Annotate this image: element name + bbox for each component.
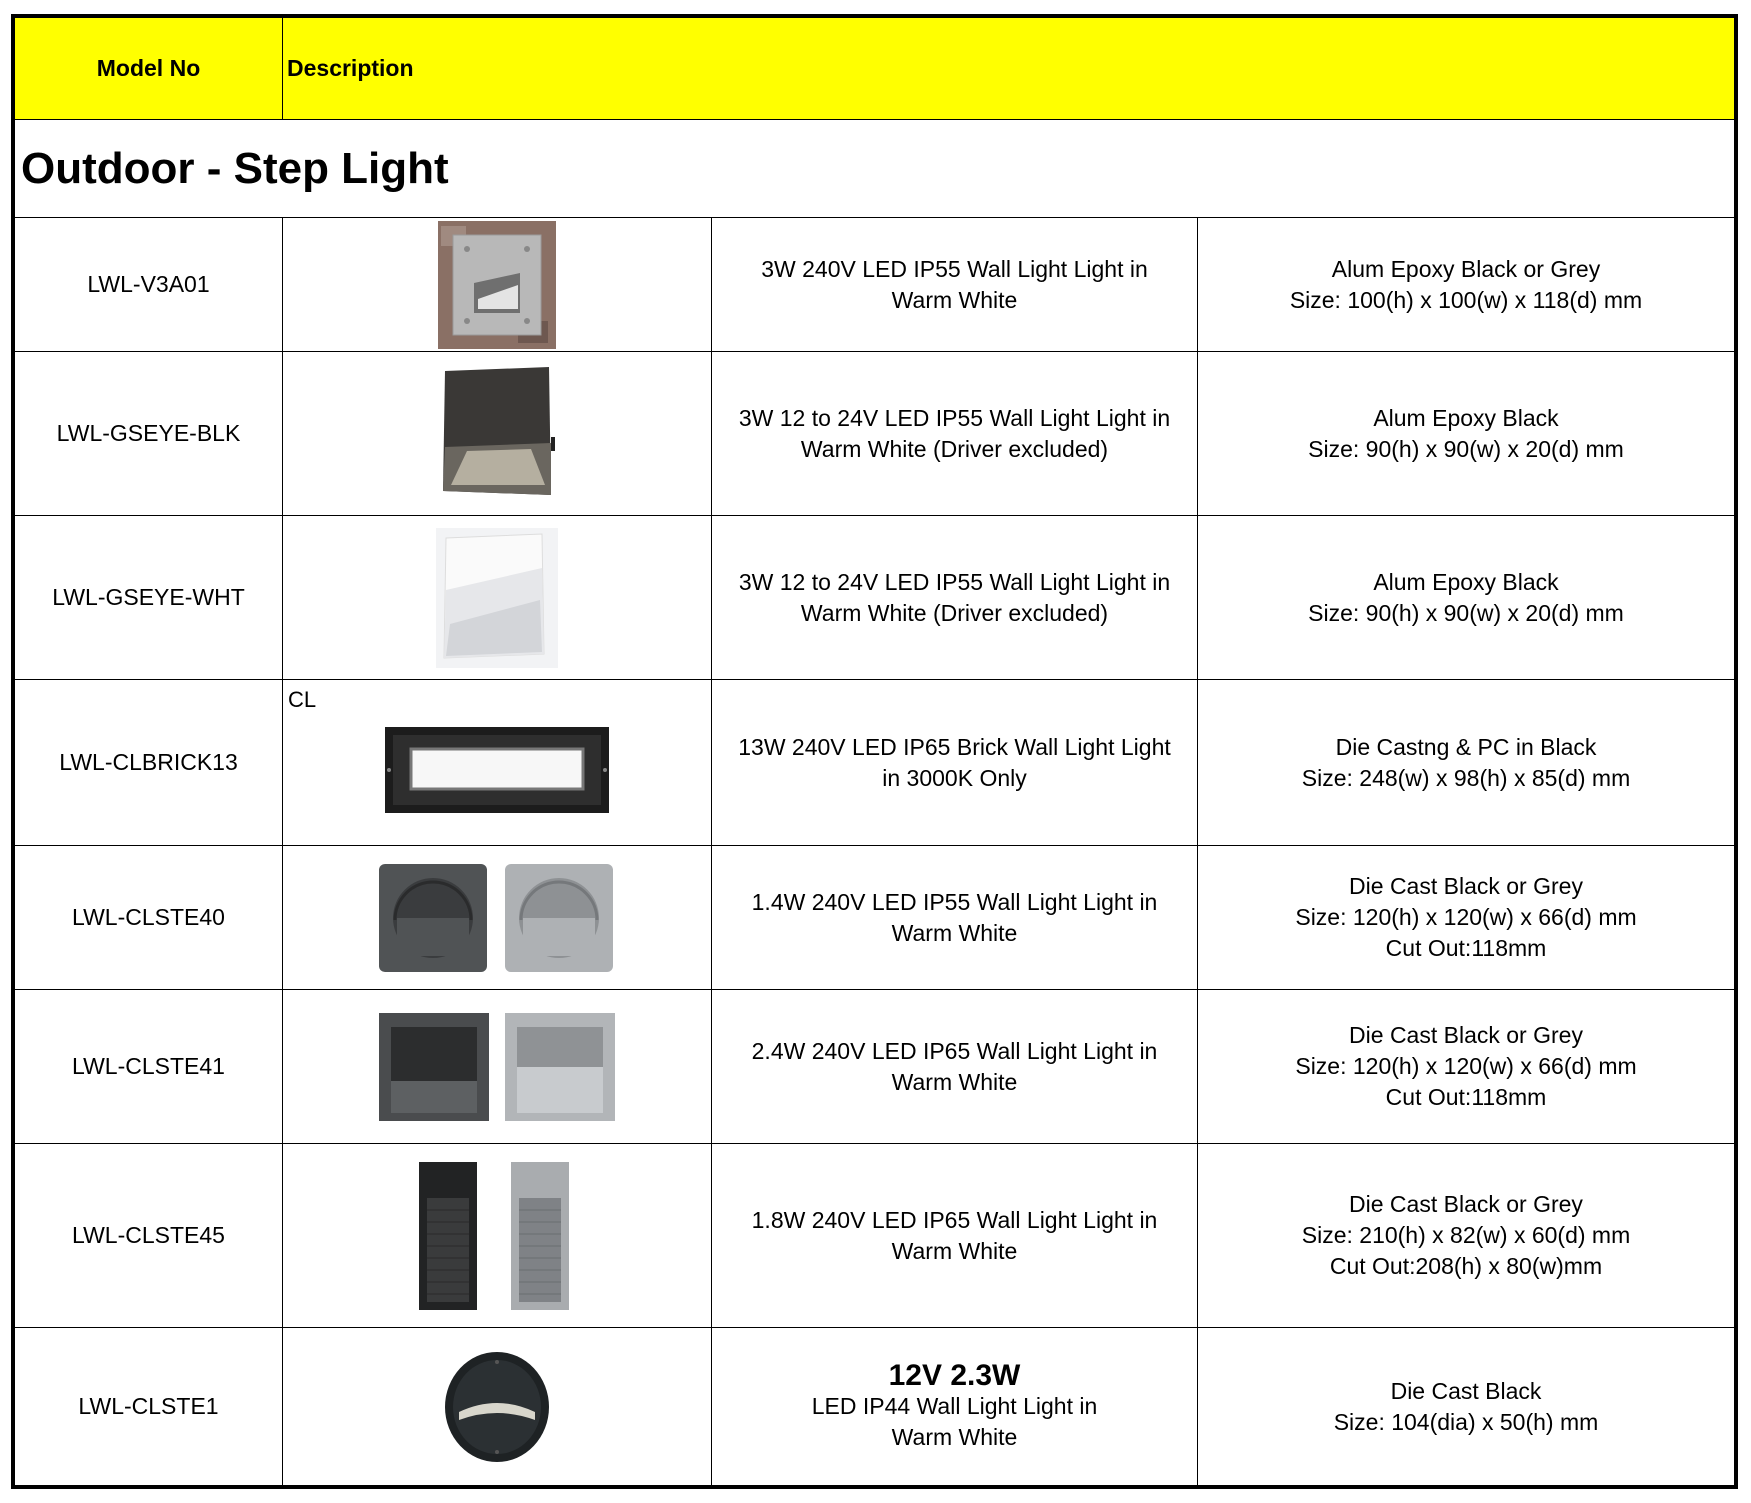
- description-line: 1.8W 240V LED IP65 Wall Light Light in: [751, 1206, 1158, 1233]
- model-cell: LWL-V3A01: [15, 218, 283, 351]
- description-line: in 3000K Only: [882, 764, 1027, 791]
- table-row: [15, 1144, 1734, 1328]
- product-image-cell: [283, 1328, 712, 1485]
- product-image-cell: [283, 516, 712, 679]
- spec-cell: [1198, 680, 1734, 845]
- spec-cell: [1198, 846, 1734, 989]
- spec-line: Die Cast Black: [1390, 1377, 1542, 1404]
- spec-line: Alum Epoxy Black: [1373, 404, 1559, 431]
- description-cell: [712, 1328, 1198, 1485]
- description-line: 3W 240V LED IP55 Wall Light Light in: [761, 255, 1148, 282]
- description-cell: [712, 846, 1198, 989]
- product-image-cell: [283, 218, 712, 351]
- description-cell: [712, 516, 1198, 679]
- description-line: Warm White: [891, 1424, 1018, 1450]
- description-line: Warm White (Driver excluded): [800, 599, 1109, 626]
- description-line: [812, 1360, 1098, 1422]
- spec-line: Alum Epoxy Black or Grey: [1331, 255, 1601, 282]
- brand-tag: CL: [288, 687, 317, 712]
- model-cell: LWL-CLSTE41: [15, 990, 283, 1143]
- product-image-cell: [283, 990, 712, 1143]
- spec-cell: [1198, 1144, 1734, 1327]
- description-line: 13W 240V LED IP65 Brick Wall Light Light: [738, 733, 1171, 760]
- model-cell: LWL-GSEYE-BLK: [15, 352, 283, 515]
- spec-line: Size: 90(h) x 90(w) x 20(d) mm: [1308, 599, 1624, 626]
- spec-line: Size: 120(h) x 120(w) x 66(d) mm: [1295, 1053, 1637, 1079]
- model-cell: LWL-CLBRICK13: [15, 680, 283, 845]
- description-line: 3W 12 to 24V LED IP55 Wall Light Light in: [738, 404, 1171, 431]
- section-title: Outdoor - Step Light: [15, 120, 1734, 218]
- description-line: Warm White: [891, 919, 1018, 946]
- spec-line: Size: 120(h) x 120(w) x 66(d) mm: [1295, 904, 1637, 930]
- table-row: [15, 516, 1734, 680]
- description-line: 2.4W 240V LED IP65 Wall Light Light in: [751, 1037, 1158, 1064]
- description-cell: [712, 1144, 1198, 1327]
- description-line: Warm White: [891, 1068, 1018, 1095]
- spec-cell: [1198, 1328, 1734, 1485]
- product-table: [11, 14, 1738, 1489]
- description-cell: [712, 352, 1198, 515]
- table-row: [15, 680, 1734, 846]
- table-row: [15, 352, 1734, 516]
- description-line: 1.4W 240V LED IP55 Wall Light Light in: [751, 888, 1158, 915]
- model-cell: LWL-CLSTE45: [15, 1144, 283, 1327]
- product-image-cell: [283, 846, 712, 989]
- table-row: [15, 218, 1734, 352]
- spec-line: Size: 104(dia) x 50(h) mm: [1333, 1408, 1599, 1435]
- spec-line: Cut Out:118mm: [1385, 1084, 1547, 1110]
- spec-line: Die Cast Black or Grey: [1349, 1191, 1583, 1217]
- model-cell: LWL-CLSTE40: [15, 846, 283, 989]
- description-line: Warm White: [891, 1237, 1018, 1264]
- spec-cell: [1198, 218, 1734, 351]
- description-bold: 12V 2.3W: [888, 1359, 1021, 1392]
- table-header: [15, 18, 1734, 120]
- description-line: Warm White: [891, 286, 1018, 313]
- description-text: LED IP44 Wall Light Light in: [811, 1393, 1098, 1419]
- table-row: [15, 1328, 1734, 1485]
- model-cell: LWL-GSEYE-WHT: [15, 516, 283, 679]
- description-line: Warm White (Driver excluded): [800, 435, 1109, 462]
- spec-cell: [1198, 990, 1734, 1143]
- description-cell: [712, 218, 1198, 351]
- header-description: Description: [287, 55, 414, 81]
- spec-line: Cut Out:208(h) x 80(w)mm: [1329, 1253, 1603, 1279]
- step-light-white-image: [436, 528, 558, 668]
- description-line: 3W 12 to 24V LED IP55 Wall Light Light in: [738, 568, 1171, 595]
- step-light-rectangular-pair-image: [417, 1160, 577, 1312]
- step-light-stone-image: [438, 221, 556, 349]
- spec-cell: [1198, 516, 1734, 679]
- spec-line: Size: 100(h) x 100(w) x 118(d) mm: [1289, 286, 1643, 313]
- spec-line: Die Castng & PC in Black: [1335, 733, 1597, 760]
- table-row: [15, 990, 1734, 1144]
- spec-line: Size: 248(w) x 98(h) x 85(d) mm: [1301, 764, 1631, 791]
- description-cell: [712, 680, 1198, 845]
- step-light-round-image: [443, 1350, 551, 1464]
- spec-line: Die Cast Black or Grey: [1349, 873, 1583, 899]
- spec-line: Die Cast Black or Grey: [1349, 1022, 1583, 1048]
- spec-line: Alum Epoxy Black: [1373, 568, 1559, 595]
- step-light-black-image: [437, 367, 557, 501]
- spec-line: Size: 90(h) x 90(w) x 20(d) mm: [1308, 435, 1624, 462]
- description-cell: [712, 990, 1198, 1143]
- spec-cell: [1198, 352, 1734, 515]
- table-row: [15, 846, 1734, 990]
- step-light-round-pair-image: [377, 862, 617, 974]
- product-image-cell: [283, 680, 712, 845]
- spec-line: Size: 210(h) x 82(w) x 60(d) mm: [1301, 1222, 1631, 1248]
- product-image-cell: [283, 352, 712, 515]
- model-cell: LWL-CLSTE1: [15, 1328, 283, 1485]
- header-model-no: Model No: [15, 18, 283, 119]
- spec-line: Cut Out:118mm: [1385, 935, 1547, 961]
- product-image-cell: [283, 1144, 712, 1327]
- step-light-square-pair-image: [377, 1011, 617, 1123]
- brick-light-image: [383, 725, 611, 815]
